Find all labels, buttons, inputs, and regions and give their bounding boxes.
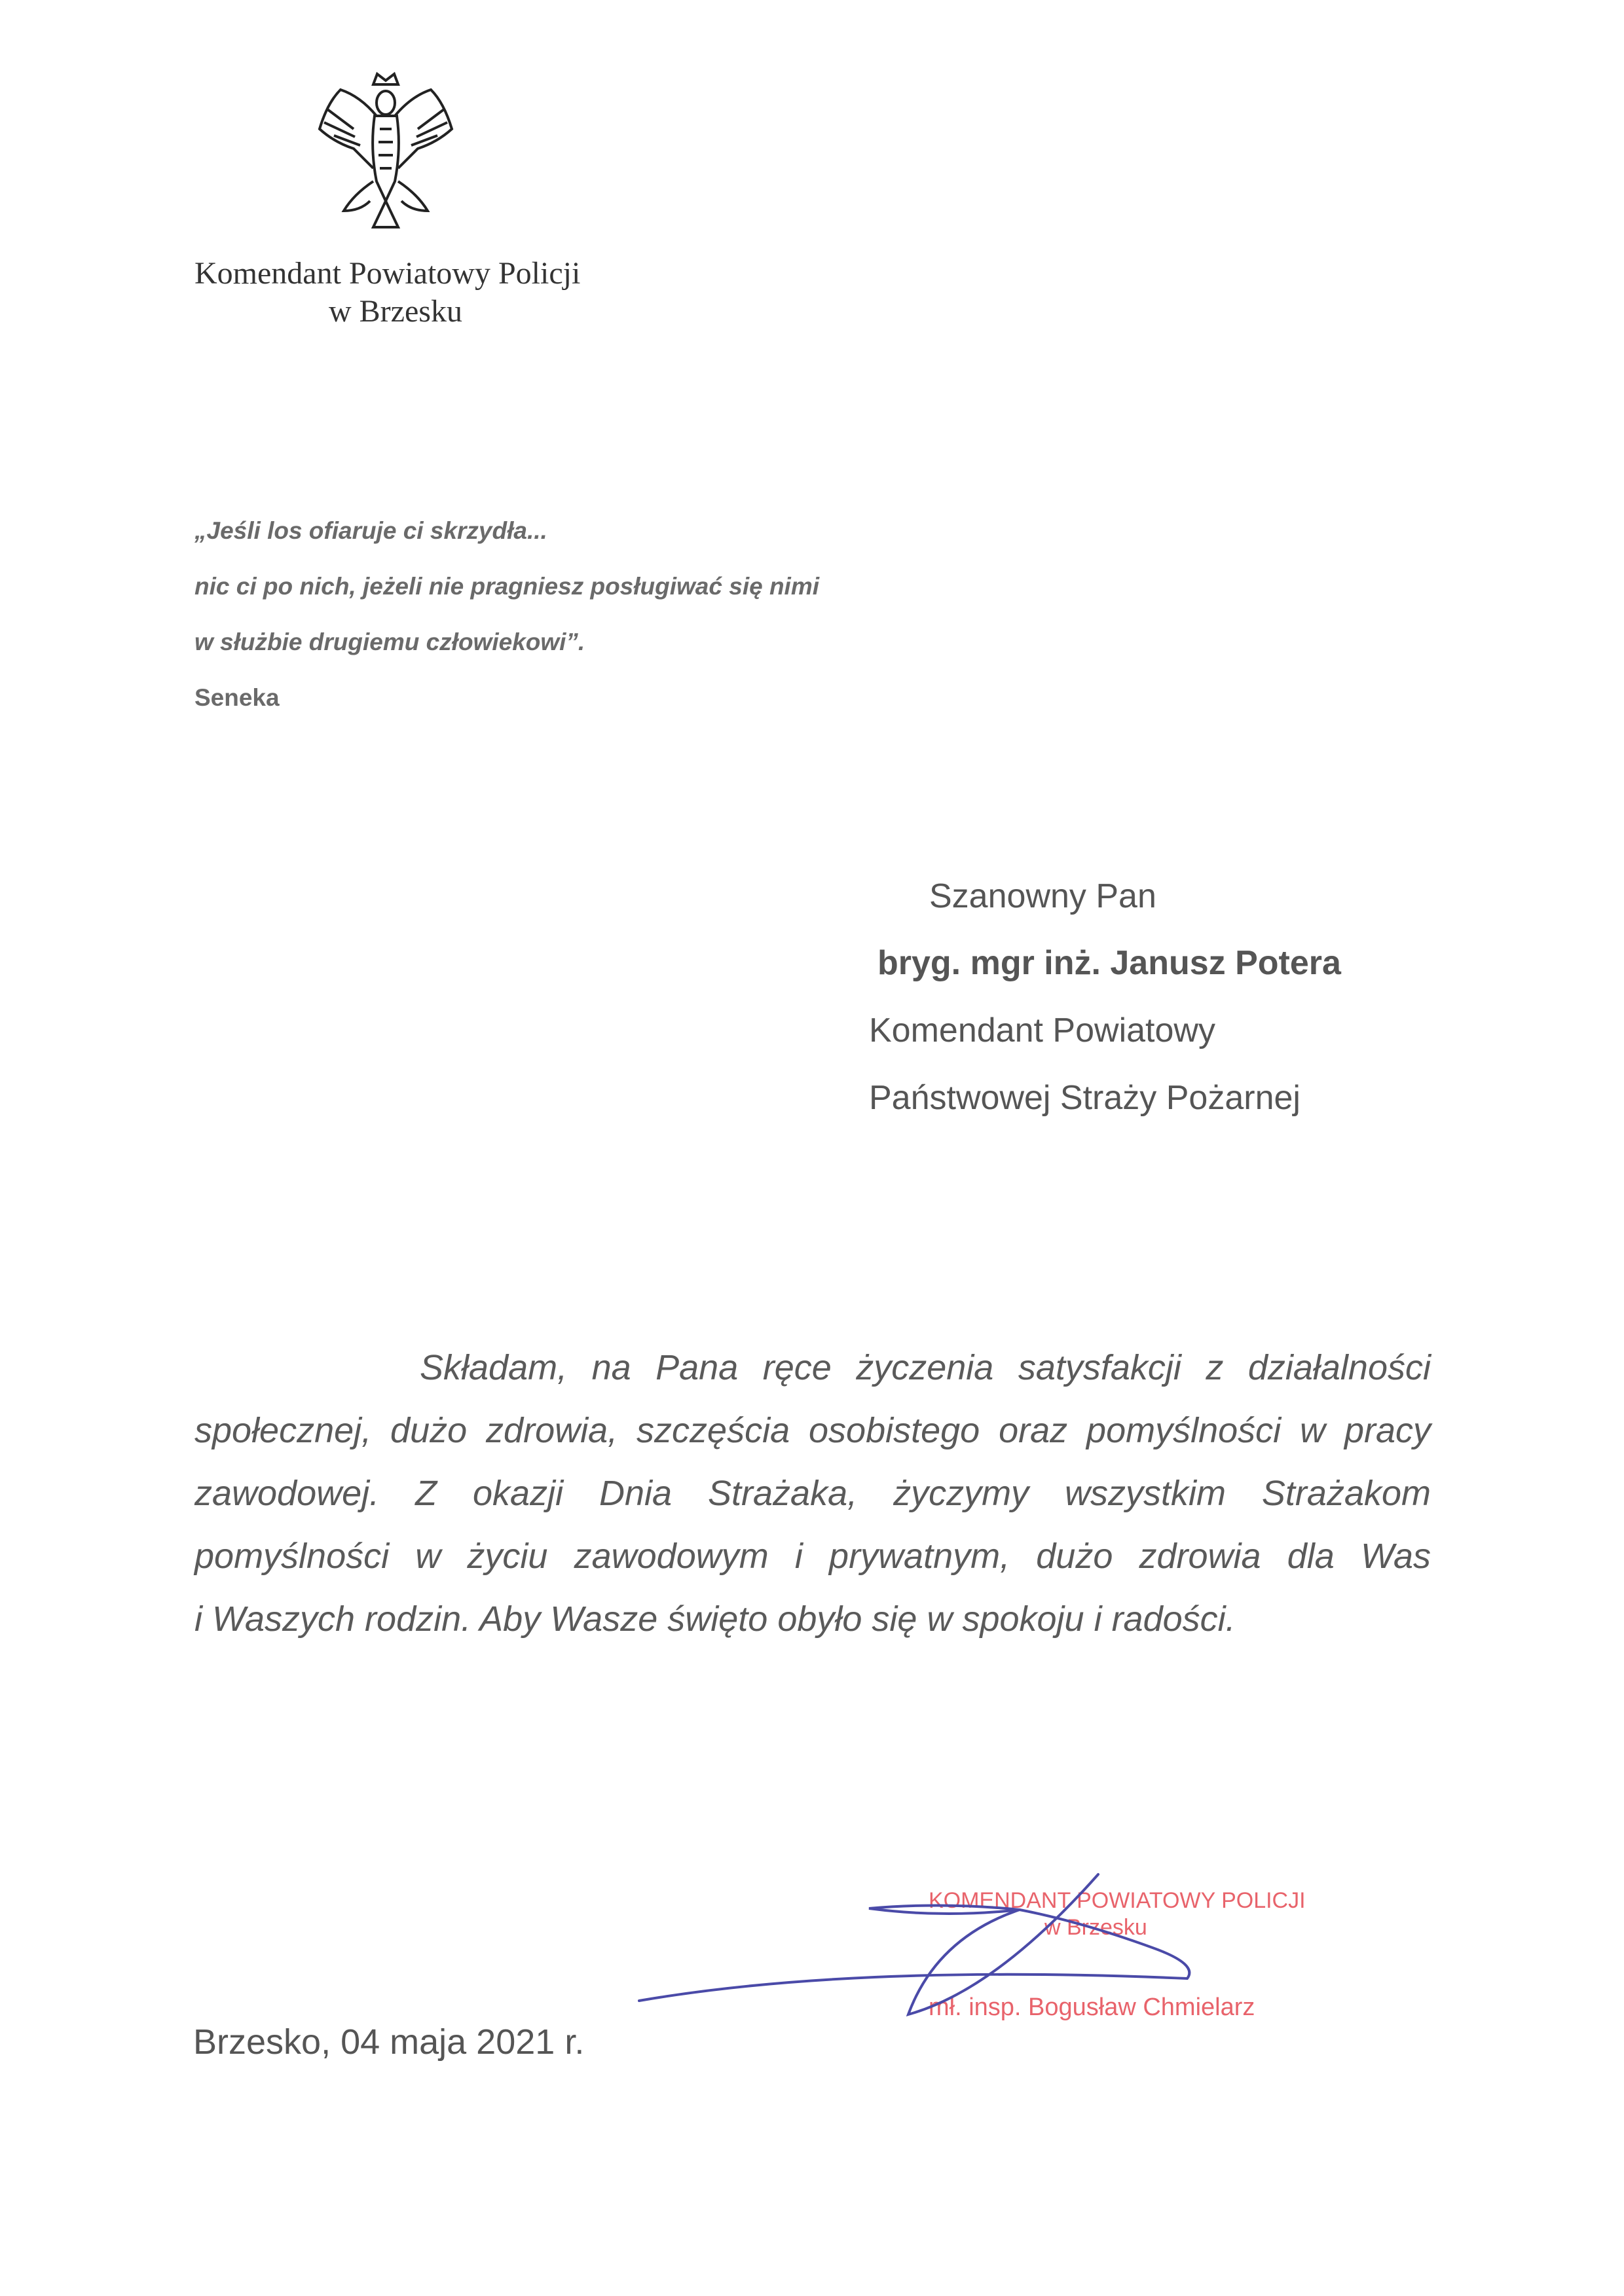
stamp-signatory: mł. insp. Bogusław Chmielarz (929, 1994, 1255, 2021)
issuer-title: Komendant Powiatowy Policji (194, 256, 581, 291)
issuer-location: w Brzesku (329, 294, 462, 329)
body-line: społecznej, dużo zdrowia, szczęścia osobistego oraz pomyślności w pracy (194, 1411, 1431, 1450)
body-line: zawodowej. Z okazji Dnia Strażaka, życzymy wszystkim Strażakom (194, 1474, 1431, 1513)
quote-line: „Jeśli los ofiaruje ci skrzydła... (194, 517, 547, 544)
letter-date: Brzesko, 04 maja 2021 r. (193, 2022, 585, 2062)
body-line: Składam, na Pana ręce życzenia satysfakcji z działalności (420, 1348, 1431, 1387)
recipient-title: Komendant Powiatowy (869, 1011, 1215, 1049)
recipient-salutation: Szanowny Pan (929, 877, 1156, 915)
stamp-location: w Brzesku (1044, 1915, 1147, 1940)
recipient-organization: Państwowej Straży Pożarnej (869, 1079, 1301, 1117)
body-line: pomyślności w życiu zawodowym i prywatnym, dużo zdrowia dla Was (194, 1537, 1431, 1576)
quote-line: nic ci po nich, jeżeli nie pragniesz posługiwać się nimi (194, 573, 820, 600)
recipient-name: bryg. mgr inż. Janusz Potera (877, 944, 1341, 982)
stamp-title: KOMENDANT POWIATOWY POLICJI (929, 1888, 1306, 1913)
quote-line: w służbie drugiemu człowiekowi”. (194, 629, 585, 655)
body-line: i Waszych rodzin. Aby Wasze święto obyło się w spokoju i radości. (194, 1599, 1236, 1639)
quote-author: Seneka (194, 684, 280, 711)
